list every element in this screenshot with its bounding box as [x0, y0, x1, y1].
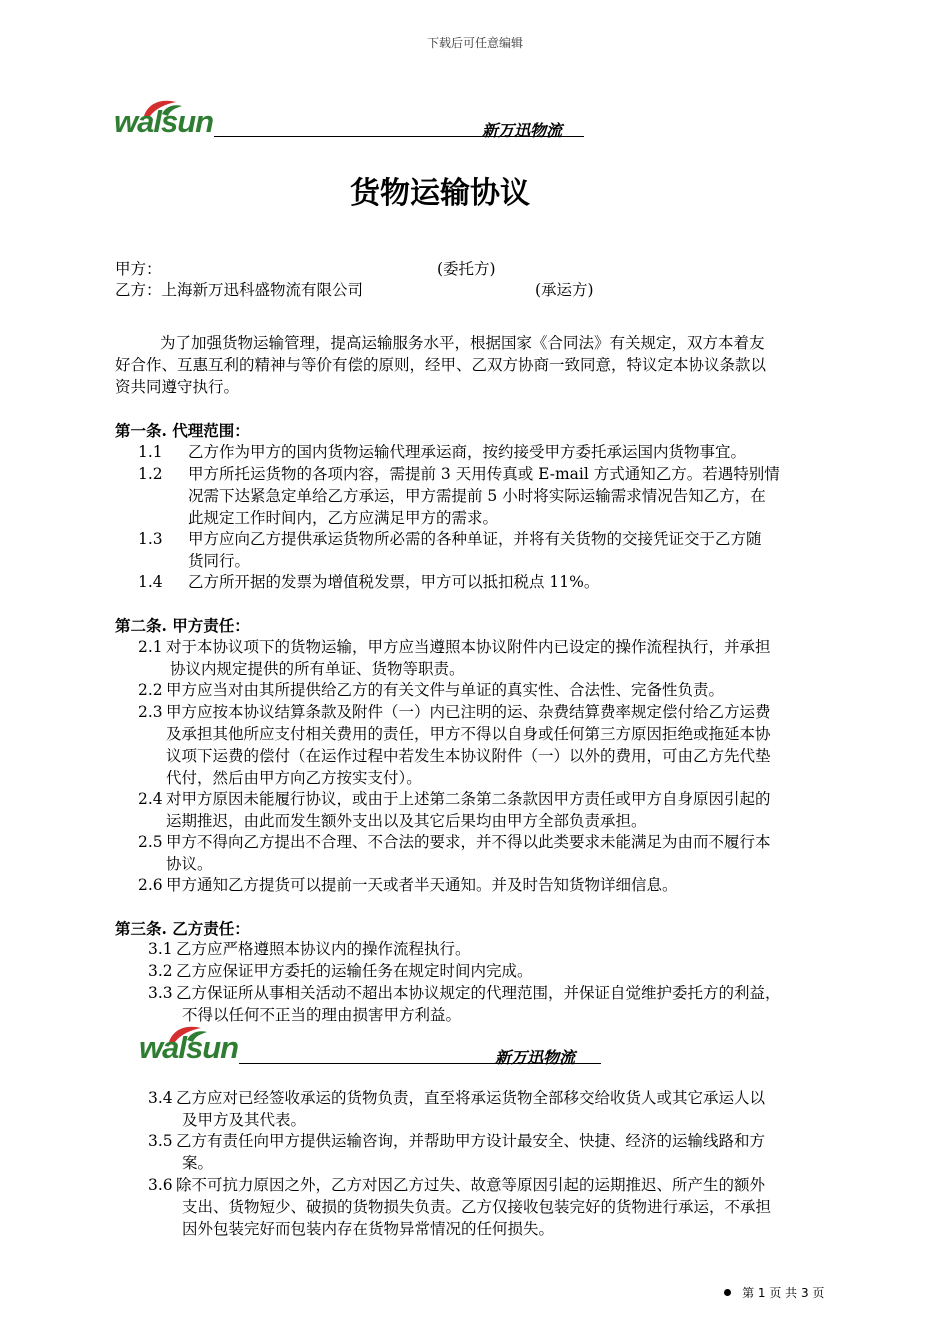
page-number: 第 1 页 共 3 页 — [742, 1286, 825, 1300]
intro-line: 资共同遵守执行。 — [115, 378, 240, 396]
logo-text: walsun — [114, 104, 214, 139]
clause-number: 3.1 — [148, 940, 173, 958]
clause-text: 协议。 — [166, 855, 213, 873]
clause-text: 甲方应按本协议结算条款及附件（一）内已注明的运、杂费结算费率规定偿付给乙方运费 — [166, 703, 771, 721]
clause-text: 甲方不得向乙方提出不合理、不合法的要求，并不得以此类要求未能满足为由而不履行本 — [166, 833, 771, 851]
clause-number: 1.4 — [138, 573, 163, 591]
clause-text: 及甲方及其代表。 — [182, 1111, 307, 1129]
clause-number: 1.3 — [138, 530, 163, 548]
party-b-role: (承运方) — [535, 281, 594, 299]
logo-text: walsun — [139, 1030, 239, 1065]
clause-text: 议项下运费的偿付（在运作过程中若发生本协议附件（一）以外的费用，可由乙方先代垫 — [166, 747, 771, 765]
clause-text: 运期推迟，由此而发生额外支出以及其它后果均由甲方全部负责承担。 — [166, 812, 647, 830]
clause-text: 对甲方原因未能履行协议，或由于上述第二条第二条款因甲方责任或甲方自身原因引起的 — [166, 790, 771, 808]
clause-text: 对于本协议项下的货物运输，甲方应当遵照本协议附件内已设定的操作流程执行，并承担 — [166, 638, 771, 656]
clause-text: 乙方所开据的发票为增值税发票，甲方可以抵扣税点 11%。 — [188, 573, 600, 591]
clause-number: 2.4 — [138, 790, 163, 808]
company-name: 新万迅物流 — [482, 121, 563, 140]
clause-text: 甲方应向乙方提供承运货物所必需的各种单证，并将有关货物的交接凭证交于乙方随 — [188, 530, 762, 548]
clause-number: 2.3 — [138, 703, 163, 721]
clause-text: 甲方通知乙方提货可以提前一天或者半天通知。并及时告知货物详细信息。 — [166, 876, 678, 894]
clause-text: 货同行。 — [188, 552, 251, 570]
clause-text: 不得以任何不正当的理由损害甲方利益。 — [182, 1006, 462, 1024]
clause-text: 乙方有责任向甲方提供运输咨询，并帮助甲方设计最安全、快捷、经济的运输线路和方 — [176, 1132, 766, 1150]
clause-text: 案。 — [182, 1154, 214, 1172]
clause-number: 2.2 — [138, 681, 163, 699]
clause-text: 甲方所托运货物的各项内容，需提前 3 天用传真或 E-mail 方式通知乙方。若遇特别情 — [188, 465, 780, 483]
bullet-icon — [724, 1289, 731, 1296]
company-name: 新万迅物流 — [495, 1048, 576, 1067]
intro-line: 好合作、互惠互利的精神与等价有偿的原则，经甲、乙双方协商一致同意，特议定本协议条款以 — [115, 356, 767, 374]
article-2-heading: 第二条. 甲方责任： — [115, 616, 250, 635]
document-title: 货物运输协议 — [350, 176, 530, 211]
header-note: 下载后可任意编辑 — [426, 36, 523, 50]
clause-number: 3.6 — [148, 1176, 173, 1194]
clause-number: 3.2 — [148, 962, 173, 980]
clause-text: 况需下达紧急定单给乙方承运，甲方需提前 5 小时将实际运输需求情况告知乙方，在 — [188, 487, 766, 505]
clause-number: 1.1 — [138, 443, 163, 461]
clause-number: 3.5 — [148, 1132, 173, 1150]
clause-text: 乙方应保证甲方委托的运输任务在规定时间内完成。 — [176, 962, 533, 980]
article-1-heading: 第一条. 代理范围： — [115, 421, 250, 440]
clause-text: 乙方作为甲方的国内货物运输代理承运商，按约接受甲方委托承运国内货物事宜。 — [188, 443, 747, 461]
clause-number: 1.2 — [138, 465, 163, 483]
clause-text: 乙方应严格遵照本协议内的操作流程执行。 — [176, 940, 471, 958]
party-a-label: 甲方： — [115, 260, 162, 278]
clause-text: 乙方应对已经签收承运的货物负责，直至将承运货物全部移交给收货人或其它承运人以 — [176, 1089, 766, 1107]
article-3-heading: 第三条. 乙方责任： — [115, 919, 250, 938]
clause-text: 此规定工作时间内，乙方应满足甲方的需求。 — [188, 509, 499, 527]
clause-number: 2.5 — [138, 833, 163, 851]
logo-top — [114, 96, 584, 140]
clause-text: 因外包装完好而包装内存在货物异常情况的任何损失。 — [182, 1220, 555, 1238]
page-footer — [724, 1282, 824, 1301]
clause-number: 2.6 — [138, 876, 163, 894]
clause-text: 协议内规定提供的所有单证、货物等职责。 — [170, 660, 465, 678]
clause-text: 除不可抗力原因之外，乙方对因乙方过失、故意等原因引起的运期推迟、所产生的额外 — [176, 1176, 766, 1194]
clause-text: 乙方保证所从事相关活动不超出本协议规定的代理范围，并保证自觉维护委托方的利益， — [176, 984, 781, 1002]
party-a-role: (委托方) — [437, 260, 496, 278]
party-b-label: 乙方：上海新万迅科盛物流有限公司 — [115, 281, 364, 299]
clause-text: 甲方应当对由其所提供给乙方的有关文件与单证的真实性、合法性、完备性负责。 — [166, 681, 725, 699]
logo-inline — [139, 1022, 601, 1066]
clause-number: 3.3 — [148, 984, 173, 1002]
clause-number: 2.1 — [138, 638, 163, 656]
clause-text: 代付，然后由甲方向乙方按实支付）。 — [166, 769, 422, 787]
intro-line: 为了加强货物运输管理，提高运输服务水平，根据国家《合同法》有关规定，双方本着友 — [160, 334, 765, 352]
clause-number: 3.4 — [148, 1089, 173, 1107]
clause-text: 支出、货物短少、破损的货物损失负责。乙方仅接收包装完好的货物进行承运，不承担 — [182, 1198, 772, 1216]
clause-text: 及承担其他所应支付相关费用的责任，甲方不得以自身或任何第三方原因拒绝或拖延本协 — [166, 725, 771, 743]
